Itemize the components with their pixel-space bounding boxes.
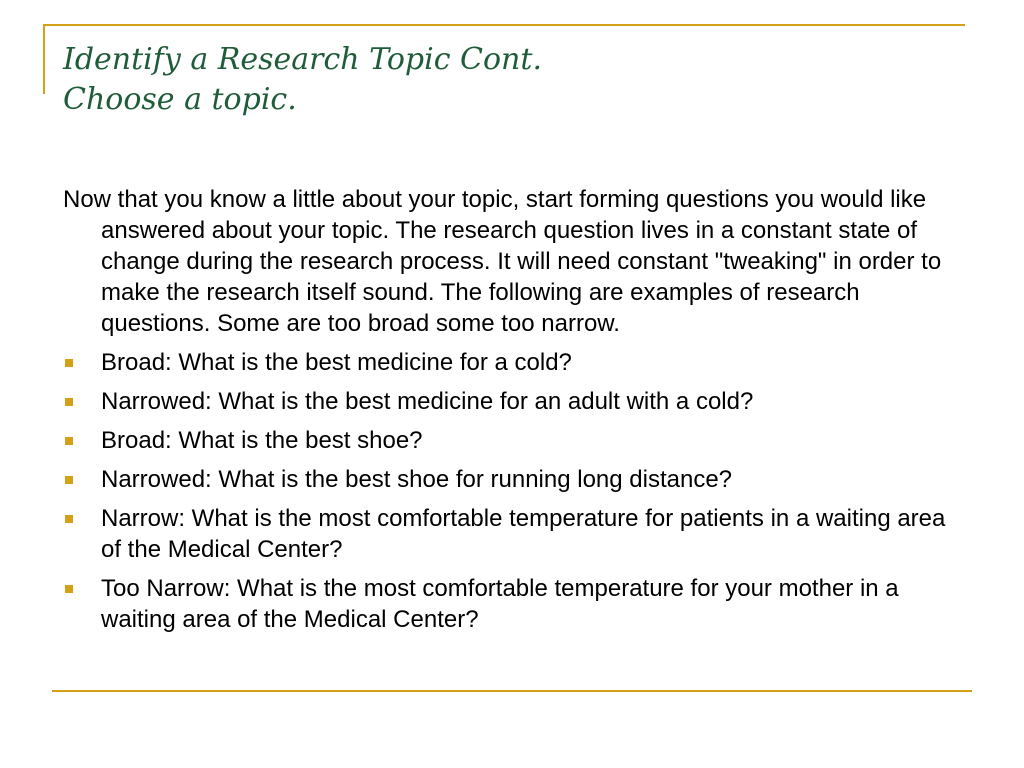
accent-line-left: [43, 24, 45, 94]
square-bullet-icon: [65, 515, 73, 523]
bullet-text: Broad: What is the best shoe?: [101, 427, 423, 454]
bullet-item: [63, 386, 968, 417]
title-line-2: Choose a topic.: [63, 82, 297, 117]
accent-line-top: [43, 24, 965, 26]
bullet-text: Broad: What is the best medicine for a cold?: [101, 349, 572, 376]
square-bullet-icon: [65, 398, 73, 406]
bullet-item: [63, 347, 968, 378]
bullet-text: Narrow: What is the most comfortable temperature for patients in a waiting area of the Medical Center?: [101, 505, 946, 563]
intro-paragraph: Now that you know a little about your topic, start forming questions you would like answered about your topic. The research question lives in a constant state of change during the research process. It will need constant "tweaking" in order to make the research itself sound. The following are examples of research questions. Some are too broad some too narrow.: [63, 186, 942, 337]
slide-body: [63, 184, 968, 643]
bullet-text: Too Narrow: What is the most comfortable temperature for your mother in a waiting area of the Medical Center?: [101, 575, 899, 633]
bullet-item: [63, 573, 968, 635]
bullet-list: [63, 347, 968, 635]
bullet-item: [63, 503, 968, 565]
accent-line-bottom: [52, 690, 972, 692]
square-bullet-icon: [65, 476, 73, 484]
square-bullet-icon: [65, 437, 73, 445]
bullet-text: Narrowed: What is the best shoe for running long distance?: [101, 466, 733, 493]
bullet-item: [63, 425, 968, 456]
bullet-text: Narrowed: What is the best medicine for an adult with a cold?: [101, 388, 754, 415]
square-bullet-icon: [65, 585, 73, 593]
title-line-1: Identify a Research Topic Cont.: [63, 42, 542, 77]
slide-title: [63, 40, 943, 120]
square-bullet-icon: [65, 359, 73, 367]
bullet-item: [63, 464, 968, 495]
